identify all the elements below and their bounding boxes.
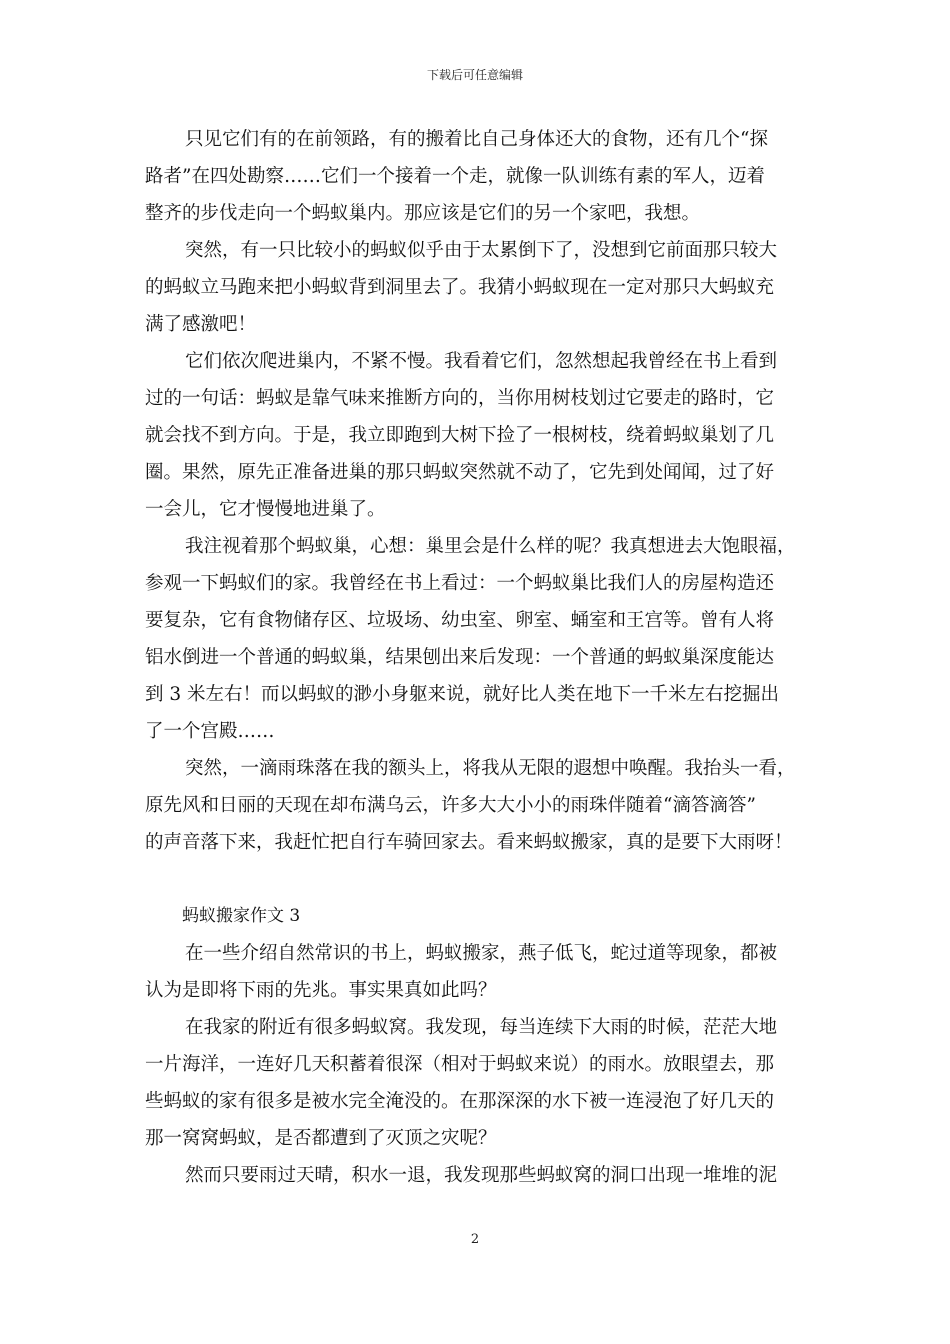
- text-line: 路者”在四处勘察……它们一个接着一个走，就像一队训练有素的军人，迈着: [145, 166, 765, 187]
- paragraph: [145, 232, 810, 343]
- text-line: 在我家的附近有很多蚂蚁窝。我发现，每当连续下大雨的时候，茫茫大地: [185, 1017, 778, 1038]
- paragraph: [145, 1157, 810, 1194]
- text-line: 我注视着那个蚂蚁巢，心想：巢里会是什么样的呢？我真想进去大饱眼福，: [185, 536, 796, 557]
- text-line: 那一窝窝蚂蚁，是否都遭到了灭顶之灾呢？: [145, 1128, 497, 1149]
- text-line: 一片海洋，一连好几天积蓄着很深（相对于蚂蚁来说）的雨水。放眼望去，那: [145, 1054, 775, 1075]
- paragraph: [145, 935, 810, 1009]
- paragraph: [145, 528, 810, 750]
- text-line: 些蚂蚁的家有很多是被水完全淹没的。在那深深的水下被一连浸泡了好几天的: [145, 1091, 775, 1112]
- paragraph: [145, 1009, 810, 1157]
- text-line: 的声音落下来，我赶忙把自行车骑回家去。看来蚂蚁搬家，真的是要下大雨呀！: [145, 832, 793, 853]
- text-line: 然而只要雨过天晴，积水一退，我发现那些蚂蚁窝的洞口出现一堆堆的泥: [185, 1165, 778, 1186]
- text-line: 了一个宫殿……: [145, 721, 275, 742]
- text-line: 过的一句话：蚂蚁是靠气味来推断方向的，当你用树枝划过它要走的路时，它: [145, 388, 775, 409]
- text-line: 只见它们有的在前领路，有的搬着比自己身体还大的食物，还有几个“探: [185, 129, 768, 150]
- text-line: 到 3 米左右！而以蚂蚁的渺小身躯来说，就好比人类在地下一千米左右挖掘出: [145, 684, 780, 705]
- text-line: 突然，有一只比较小的蚂蚁似乎由于太累倒下了，没想到它前面那只较大: [185, 240, 778, 261]
- blank-line: [145, 861, 810, 898]
- text-line: 认为是即将下雨的先兆。事实果真如此吗？: [145, 980, 497, 1001]
- text-line: 满了感激吧！: [145, 314, 257, 335]
- text-line: 参观一下蚂蚁们的家。我曾经在书上看过：一个蚂蚁巢比我们人的房屋构造还: [145, 573, 775, 594]
- paragraph: [145, 121, 810, 232]
- text-line: 要复杂，它有食物储存区、垃圾场、幼虫室、卵室、蛹室和王宫等。曾有人将: [145, 610, 775, 631]
- text-line: 原先风和日丽的天现在却布满乌云，许多大大小小的雨珠伴随着“滴答滴答”: [145, 795, 756, 816]
- paragraph: [145, 750, 810, 861]
- text-line: 整齐的步伐走向一个蚂蚁巢内。那应该是它们的另一个家吧，我想。: [145, 203, 701, 224]
- section-title: 蚂蚁搬家作文 3: [182, 906, 301, 926]
- text-line: 的蚂蚁立马跑来把小蚂蚁背到洞里去了。我猜小蚂蚁现在一定对那只大蚂蚁充: [145, 277, 775, 298]
- text-line: 就会找不到方向。于是，我立即跑到大树下捡了一根树枝，绕着蚂蚁巢划了几: [145, 425, 775, 446]
- text-line: 铝水倒进一个普通的蚂蚁巢，结果刨出来后发现：一个普通的蚂蚁巢深度能达: [145, 647, 775, 668]
- text-line: 它们依次爬进巢内，不紧不慢。我看着它们，忽然想起我曾经在书上看到: [185, 351, 778, 372]
- page-header: 下载后可任意编辑: [426, 68, 523, 82]
- text-line: 一会儿，它才慢慢地进巢了。: [145, 499, 386, 520]
- page-number: 2: [470, 1232, 480, 1247]
- text-line: 在一些介绍自然常识的书上，蚂蚁搬家，燕子低飞，蛇过道等现象，都被: [185, 943, 778, 964]
- paragraph: [145, 343, 810, 528]
- text-line: 突然，一滴雨珠落在我的额头上，将我从无限的遐想中唤醒。我抬头一看，: [185, 758, 796, 779]
- document-body: [145, 121, 810, 1194]
- text-line: 圈。果然，原先正准备进巢的那只蚂蚁突然就不动了，它先到处闻闻，过了好: [145, 462, 775, 483]
